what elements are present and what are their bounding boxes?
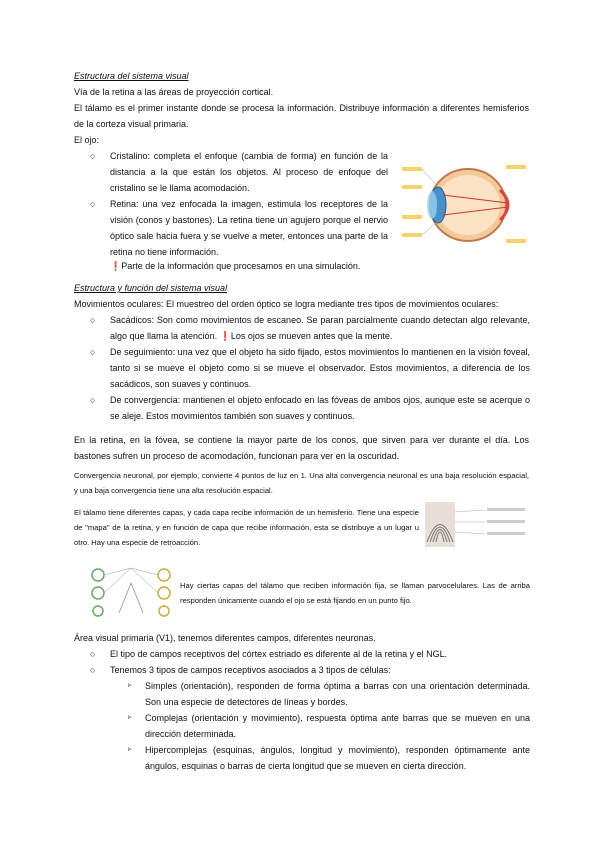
- paragraph-fovea: En la retina, en la fóvea, se contiene la mayor parte de los conos, que sirven para ver durante el día. Los bastones sufren un proceso de acomodación, funcionan para ver en la oscuridad.: [74, 435, 529, 461]
- bullet-icon: ○: [90, 347, 96, 357]
- bullet-icon: ○: [90, 649, 96, 659]
- eye-diagram: [398, 155, 528, 255]
- section1-line1: Vía de la retina a las áreas de proyección cortical.: [74, 87, 274, 97]
- arrow-bullet-icon: ▹: [128, 746, 132, 753]
- thalamus-diagram: [425, 502, 530, 547]
- eye-label: El ojo:: [74, 135, 100, 145]
- receptive-field-diagram: [84, 563, 179, 618]
- section3-title: Área visual primaria (V1), tenemos diferentes campos, diferentes neuronas.: [74, 633, 376, 643]
- movement-seguimiento: De seguimiento: una vez que el objeto ha sido fijado, estos movimientos lo mantienen en la visión foveal, tanto si se mueve el objeto como si se mueve el observador. Estos movimientos, a diferencia de los sacádicos, son suaves y continuos.: [110, 347, 530, 389]
- eye-item-retina: Retina: una vez enfocada la imagen, estimula los receptores de la visión (conos y bastones). La retina tiene un agujero porque el nervio óptico sale hacia fuera y se vuelve a meter, entonces una parte de la retina no tiene información.: [110, 199, 388, 257]
- bullet-icon: ○: [90, 199, 96, 209]
- section2-intro: Movimientos oculares: El muestreo del orden óptico se logra mediante tres tipos de movimientos oculares:: [74, 299, 499, 309]
- paragraph-parvocelulares: Hay ciertas capas del tálamo que reciben información fija, se llaman parvocelulares. Las de arriba responden únicamente cuando el ojo se está fijando en un punto fijo.: [180, 581, 530, 605]
- bullet-icon: ○: [90, 151, 96, 161]
- cell-simples: Simples (orientación), responden de forma óptima a barras con una orientación determinada. Son una especie de detectores de líneas y bordes.: [145, 681, 530, 707]
- eye-note: ❗Parte de la información que procesamos en una simulación.: [110, 261, 361, 271]
- v1-item-2: Tenemos 3 tipos de campos receptivos asociados a 3 tipos de células:: [110, 665, 391, 675]
- bullet-icon: ○: [90, 665, 96, 675]
- movement-convergencia: De convergencia: mantienen el objeto enfocado en las fóveas de ambos ojos, aunque este se acerque o se aleje. Estos movimientos también son suaves y continuos.: [110, 395, 530, 421]
- paragraph-talamo: El tálamo tiene diferentes capas, y cada capa recibe información de un hemisferio. Tiene una especie de "mapa" de la retina, y en función de capa que recibe información, esta se distribuye a un lugar u otro. Hay una especie de retroacción.: [74, 508, 419, 547]
- paragraph-convergencia: Convergencia neuronal, por ejemplo, convierte 4 puntos de luz en 1. Una alta convergencia neuronal es una baja resolución espacial, y una baja convergencia tiene una alta resolución espacial.: [74, 471, 529, 495]
- bullet-icon: ○: [90, 395, 96, 405]
- arrow-bullet-icon: ▹: [128, 682, 132, 689]
- v1-item-1: El tipo de campos receptivos del córtex estriado es diferente al de la retina y el NGL.: [110, 649, 448, 659]
- movement-sacadicos: Sacádicos: Son como movimientos de escaneo. Se paran parcialmente cuando detectan algo relevante, algo que llama la atención. ❗Los ojos se mueven antes que la mente.: [110, 315, 530, 341]
- alert-icon: ❗: [219, 331, 231, 341]
- cell-complejas: Complejas (orientación y movimiento), respuesta óptima ante barras que se mueven en una dirección determinada.: [145, 713, 530, 739]
- eye-item-cristalino: Cristalino: completa el enfoque (cambia de forma) en función de la distancia a la que están los objetos. Al proceso de enfoque del cristalino se le llama acomodación.: [110, 151, 388, 193]
- arrow-bullet-icon: ▹: [128, 714, 132, 721]
- section2-title: Estructura y función del sistema visual: [74, 283, 228, 293]
- bullet-icon: ○: [90, 315, 96, 325]
- section1-title: Estructura del sistema visual: [74, 71, 189, 81]
- alert-icon: ❗: [110, 261, 122, 271]
- section1-line2: El tálamo es el primer instante donde se procesa la información. Distribuye información a diferentes hemisferios de la corteza visual primaria.: [74, 103, 529, 129]
- cell-hipercomplejas: Hipercomplejas (esquinas, ángulos, longitud y movimiento), responden óptimamente ante ángulos, esquinas o barras de cierta longitud que se mueven en cierta dirección.: [145, 745, 530, 771]
